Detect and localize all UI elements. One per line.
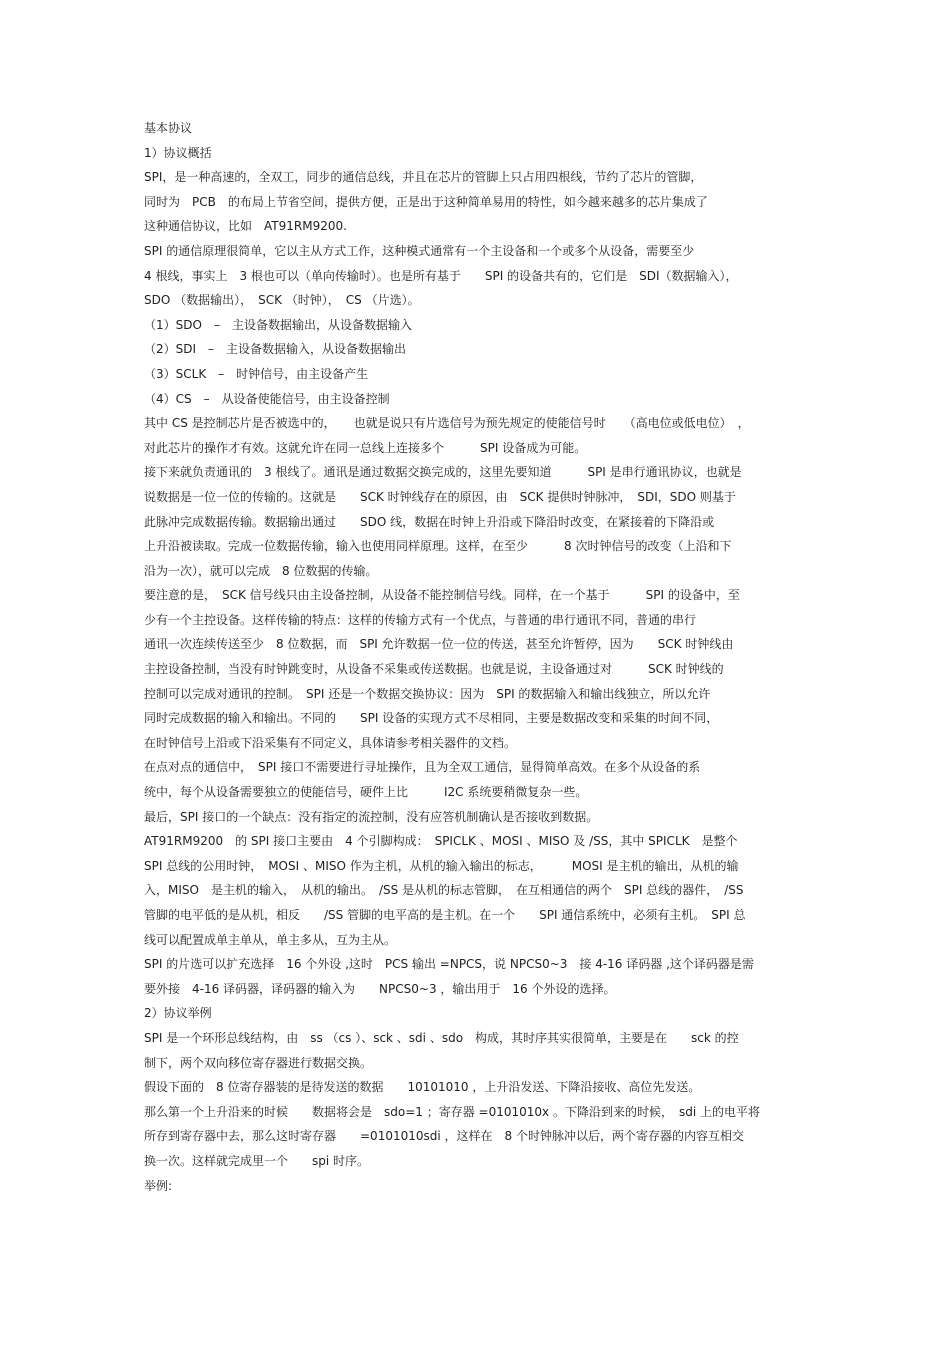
text-line: 线可以配置成单主单从，单主多从，互为主从。 bbox=[144, 932, 397, 947]
text-line: 所存到寄存器中去，那么这时寄存器 =0101010sdi ，这样在 8 个时钟脉冲以后，两个寄存器的内容互相交 bbox=[144, 1129, 744, 1144]
text-line: 对此芯片的操作才有效。这就允许在同一总线上连接多个 SPI 设备成为可能。 bbox=[144, 440, 587, 455]
text-line: 说数据是一位一位的传输的。这就是 SCK 时钟线存在的原因，由 SCK 提供时钟脉冲， SDI，SDO 则基于 bbox=[144, 489, 736, 504]
subsection-heading: 1）协议概括 bbox=[144, 145, 212, 160]
text-line: 此脉冲完成数据传输。数据输出通过 SDO 线，数据在时钟上升沿或下降沿时改变，在紧接着的下降沿或 bbox=[144, 514, 715, 529]
text-line: SPI 的片选可以扩充选择 16 个外设 ,这时 PCS 输出 =NPCS，说 NPCS0~3 接 4-16 译码器 ,这个译码器是需 bbox=[144, 957, 754, 972]
text-line: 其中 CS 是控制芯片是否被选中的， 也就是说只有片选信号为预先规定的使能信号时 （高电位或低电位） ， bbox=[144, 416, 750, 431]
text-line: 控制可以完成对通讯的控制。 SPI 还是一个数据交换协议：因为 SPI 的数据输入和输出线独立，所以允许 bbox=[144, 686, 711, 701]
text-line: 上升沿被读取。完成一位数据传输，输入也使用同样原理。这样，在至少 8 次时钟信号的改变（上沿和下 bbox=[144, 539, 732, 554]
text-line: 要外接 4-16 译码器，译码器的输入为 NPCS0~3 ，输出用于 16 个外设的选择。 bbox=[144, 981, 616, 996]
text-line: SPI 的通信原理很简单，它以主从方式工作，这种模式通常有一个主设备和一个或多个从设备，需要至少 bbox=[144, 243, 695, 258]
text-line: 假设下面的 8 位寄存器装的是待发送的数据 10101010 ，上升沿发送、下降沿接收、高位先发送。 bbox=[144, 1080, 701, 1095]
text-line: SDO （数据输出）， SCK （时钟）， CS （片选）。 bbox=[144, 293, 420, 308]
text-line: 沿为一次），就可以完成 8 位数据的传输。 bbox=[144, 563, 378, 578]
list-item: （2）SDI – 主设备数据输入，从设备数据输出 bbox=[144, 342, 407, 357]
text-line: 这种通信协议，比如 AT91RM9200. bbox=[144, 219, 347, 234]
text-line: SPI，是一种高速的，全双工，同步的通信总线，并且在芯片的管脚上只占用四根线，节约了芯片的管脚， bbox=[144, 170, 703, 185]
list-item: （1）SDO – 主设备数据输出，从设备数据输入 bbox=[144, 317, 412, 332]
text-line: 最后，SPI 接口的一个缺点：没有指定的流控制，没有应答机制确认是否接收到数据。 bbox=[144, 809, 599, 824]
text-line: 主控设备控制，当没有时钟跳变时，从设备不采集或传送数据。也就是说，主设备通过对 SCK 时钟线的 bbox=[144, 662, 724, 677]
text-line: 换一次。这样就完成里一个 spi 时序。 bbox=[144, 1153, 370, 1168]
list-item: （4）CS – 从设备使能信号，由主设备控制 bbox=[144, 391, 390, 406]
text-line: 在点对点的通信中， SPI 接口不需要进行寻址操作，且为全双工通信，显得简单高效。在多个从设备的系 bbox=[144, 760, 701, 775]
document-body bbox=[144, 116, 814, 1198]
section-heading: 基本协议 bbox=[144, 121, 193, 135]
text-line: 同时为 PCB 的布局上节省空间，提供方便，正是出于这种简单易用的特性，如今越来越多的芯片集成了 bbox=[144, 194, 708, 209]
text-line: 要注意的是， SCK 信号线只由主设备控制，从设备不能控制信号线。同样，在一个基于 SPI 的设备中，至 bbox=[144, 588, 740, 603]
text-line: SPI 是一个环形总线结构，由 ss （cs ）、sck 、sdi 、sdo 构成，其时序其实很简单，主要是在 sck 的控 bbox=[144, 1030, 739, 1045]
text-line: 少有一个主控设备。这样传输的特点：这样的传输方式有一个优点，与普通的串行通讯不同，普通的串行 bbox=[144, 612, 697, 627]
text-line: 接下来就负责通讯的 3 根线了。通讯是通过数据交换完成的，这里先要知道 SPI 是串行通讯协议，也就是 bbox=[144, 465, 742, 480]
text-line: 入，MISO 是主机的输入， 从机的输出。 /SS 是从机的标志管脚， 在互相通信的两个 SPI 总线的器件， /SS bbox=[144, 883, 744, 898]
text-line: 统中，每个从设备需要独立的使能信号，硬件上比 I2C 系统要稍微复杂一些。 bbox=[144, 785, 588, 800]
text-line: 举例: bbox=[144, 1178, 173, 1193]
text-line: 4 根线，事实上 3 根也可以（单向传输时）。也是所有基于 SPI 的设备共有的，它们是 SDI（数据输入）， bbox=[144, 268, 738, 283]
list-item: （3）SCLK – 时钟信号，由主设备产生 bbox=[144, 366, 369, 381]
text-line: 制下，两个双向移位寄存器进行数据交换。 bbox=[144, 1055, 373, 1070]
text-line: AT91RM9200 的 SPI 接口主要由 4 个引脚构成： SPICLK 、MOSI 、MISO 及 /SS，其中 SPICLK 是整个 bbox=[144, 834, 738, 849]
text-line: 通讯一次连续传送至少 8 位数据，而 SPI 允许数据一位一位的传送，甚至允许暂停，因为 SCK 时钟线由 bbox=[144, 637, 734, 652]
text-line: 那么第一个上升沿来的时候 数据将会是 sdo=1 ；寄存器 =0101010x 。下降沿到来的时候， sdi 上的电平将 bbox=[144, 1104, 760, 1119]
text-line: 在时钟信号上沿或下沿采集有不同定义，具体请参考相关器件的文档。 bbox=[144, 735, 517, 750]
text-line: 同时完成数据的输入和输出。不同的 SPI 设备的实现方式不尽相同，主要是数据改变和采集的时间不同， bbox=[144, 711, 719, 726]
text-line: 管脚的电平低的是从机，相反 /SS 管脚的电平高的是主机。在一个 SPI 通信系统中，必须有主机。 SPI 总 bbox=[144, 908, 746, 922]
subsection-heading: 2）协议举例 bbox=[144, 1006, 212, 1021]
text-line: SPI 总线的公用时钟， MOSI 、MISO 作为主机，从机的输入输出的标志， MOSI 是主机的输出，从机的输 bbox=[144, 858, 739, 873]
